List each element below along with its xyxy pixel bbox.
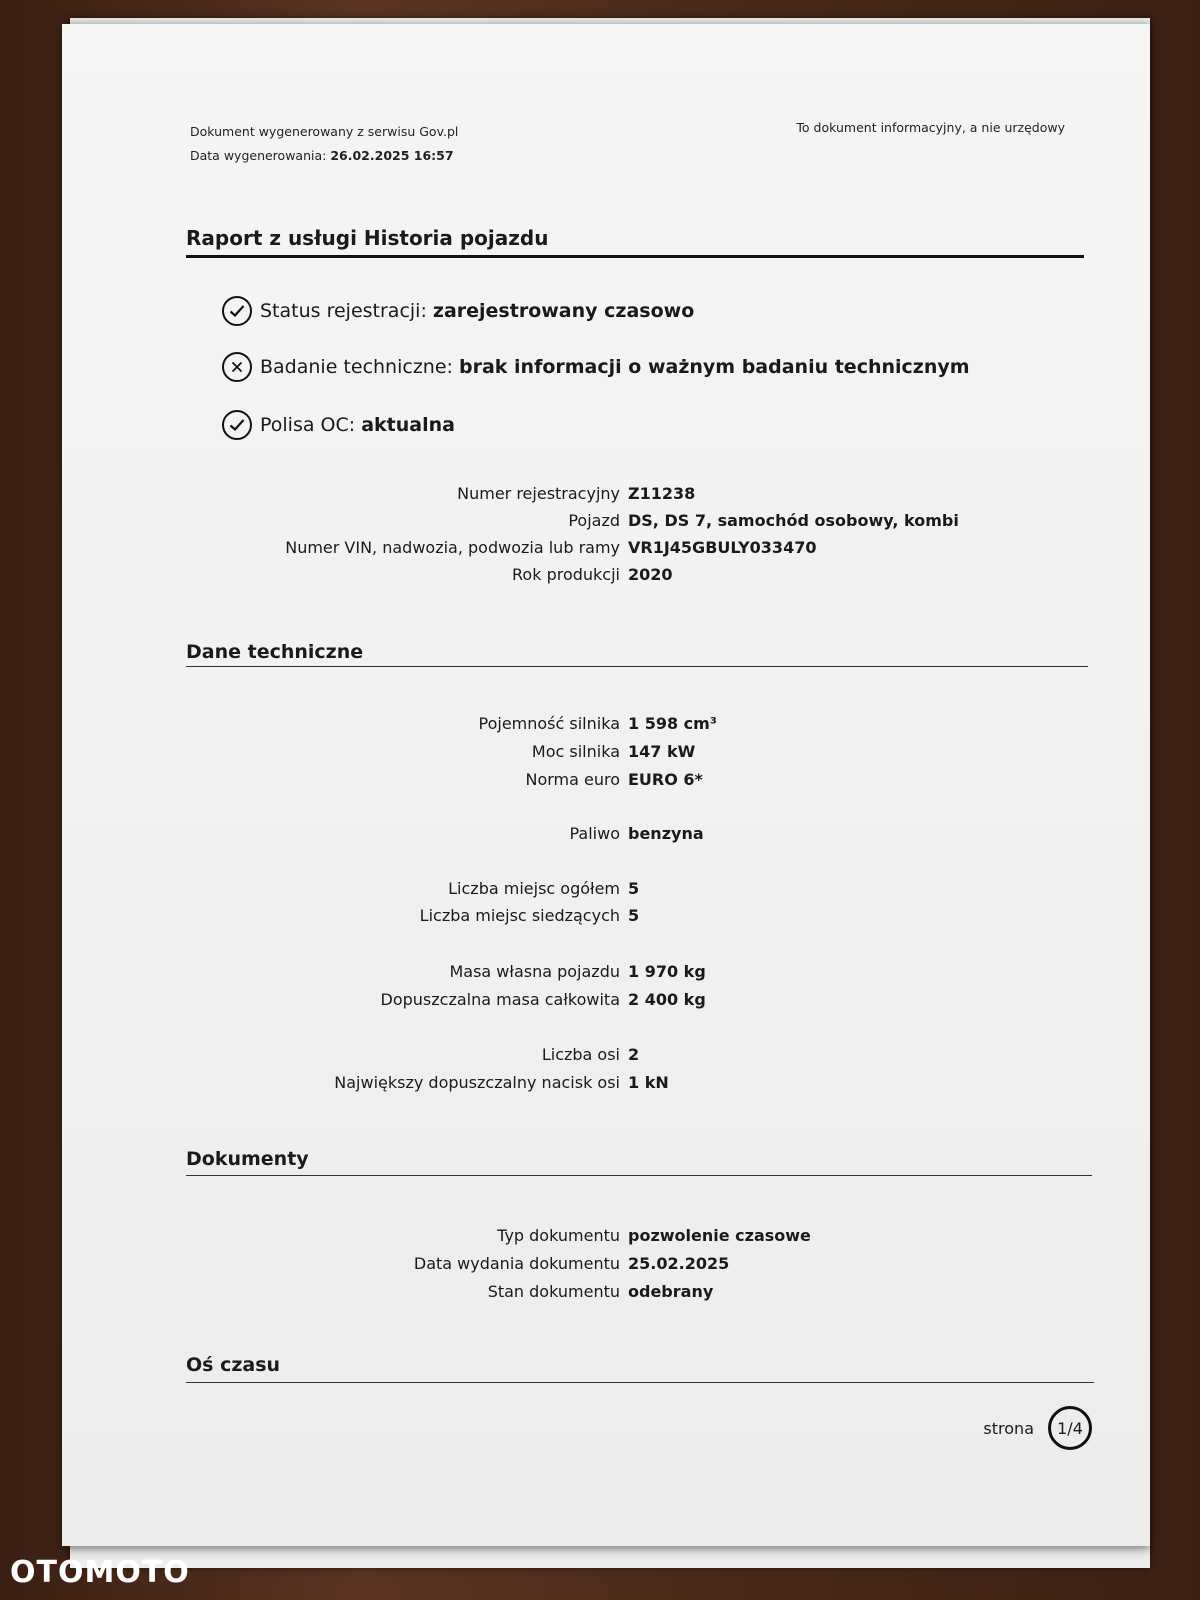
document-row <box>62 1282 1150 1306</box>
section-timeline-title: Oś czasu <box>186 1354 281 1376</box>
field-label: Pojemność silnika <box>478 714 620 733</box>
document-row <box>62 1226 1150 1250</box>
technical-row <box>62 770 1150 794</box>
status-label: Badanie techniczne: <box>260 356 453 378</box>
technical-row <box>62 990 1150 1014</box>
field-label: Numer VIN, nadwozia, podwozia lub ramy <box>285 538 620 557</box>
check-circle-icon <box>222 296 252 326</box>
field-label: Dopuszczalna masa całkowita <box>380 990 620 1009</box>
section-technical-title: Dane techniczne <box>186 641 364 663</box>
status-insurance <box>222 410 455 440</box>
section-divider <box>186 1382 1094 1383</box>
field-value: 2020 <box>628 565 673 584</box>
technical-row <box>62 962 1150 986</box>
vehicle-row <box>62 538 1150 562</box>
section-divider <box>186 666 1088 667</box>
vehicle-row <box>62 484 1150 508</box>
source-note: Dokument wygenerowany z serwisu Gov.pl <box>190 124 459 139</box>
field-value: benzyna <box>628 824 704 843</box>
technical-row <box>62 1045 1150 1069</box>
technical-row <box>62 824 1150 848</box>
technical-row <box>62 1073 1150 1097</box>
status-inspection <box>222 352 970 382</box>
report-title: Raport z usługi Historia pojazdu <box>186 226 549 250</box>
status-value: aktualna <box>361 414 455 436</box>
field-label: Masa własna pojazdu <box>449 962 620 981</box>
document-row <box>62 1254 1150 1278</box>
technical-row <box>62 906 1150 930</box>
pager <box>983 1406 1092 1450</box>
section-documents-title: Dokumenty <box>186 1148 309 1170</box>
field-label: Stan dokumentu <box>487 1282 620 1301</box>
status-label: Status rejestracji: <box>260 300 427 322</box>
disclaimer: To dokument informacyjny, a nie urzędowy <box>796 120 1065 135</box>
field-value: VR1J45GBULY033470 <box>628 538 817 557</box>
status-registration <box>222 296 694 326</box>
field-label: Numer rejestracyjny <box>457 484 620 503</box>
field-value: pozwolenie czasowe <box>628 1226 811 1245</box>
document-page <box>62 24 1150 1546</box>
field-label: Liczba miejsc ogółem <box>448 879 620 898</box>
field-value: 5 <box>628 879 640 898</box>
page-number: 1/4 <box>1048 1406 1092 1450</box>
field-label: Liczba miejsc siedzących <box>419 906 620 925</box>
field-label: Typ dokumentu <box>497 1226 620 1245</box>
field-label: Moc silnika <box>531 742 620 761</box>
field-label: Pojazd <box>568 511 620 530</box>
field-value: 1 598 cm³ <box>628 714 717 733</box>
field-label: Liczba osi <box>541 1045 620 1064</box>
section-divider <box>186 1175 1092 1176</box>
field-label: Norma euro <box>525 770 620 789</box>
field-value: Z11238 <box>628 484 696 503</box>
technical-row <box>62 714 1150 738</box>
field-value: odebrany <box>628 1282 714 1301</box>
vehicle-row <box>62 565 1150 589</box>
generated-date-value: 26.02.2025 16:57 <box>330 148 454 163</box>
x-circle-icon <box>222 352 252 382</box>
field-value: 25.02.2025 <box>628 1254 730 1273</box>
field-value: 1 970 kg <box>628 962 706 981</box>
technical-row <box>62 879 1150 903</box>
field-label: Rok produkcji <box>512 565 620 584</box>
technical-row <box>62 742 1150 766</box>
generated-date <box>190 148 454 163</box>
check-circle-icon <box>222 410 252 440</box>
field-value: EURO 6* <box>628 770 703 789</box>
status-value: zarejestrowany czasowo <box>432 300 695 322</box>
status-label: Polisa OC: <box>260 414 356 436</box>
field-value: 2 400 kg <box>628 990 706 1009</box>
field-label: Największy dopuszczalny nacisk osi <box>334 1073 620 1092</box>
field-label: Paliwo <box>569 824 620 843</box>
field-value: 147 kW <box>628 742 696 761</box>
field-value: DS, DS 7, samochód osobowy, kombi <box>628 511 959 530</box>
title-underline <box>186 255 1084 258</box>
watermark-logo: OTOMOTO <box>10 1555 190 1590</box>
vehicle-row <box>62 511 1150 535</box>
pager-label: strona <box>983 1418 1034 1438</box>
field-value: 5 <box>628 906 640 925</box>
field-value: 1 kN <box>628 1073 669 1092</box>
status-value: brak informacji o ważnym badaniu technicznym <box>458 356 970 378</box>
generated-date-label: Data wygenerowania: <box>190 148 327 163</box>
field-value: 2 <box>628 1045 640 1064</box>
field-label: Data wydania dokumentu <box>413 1254 620 1273</box>
